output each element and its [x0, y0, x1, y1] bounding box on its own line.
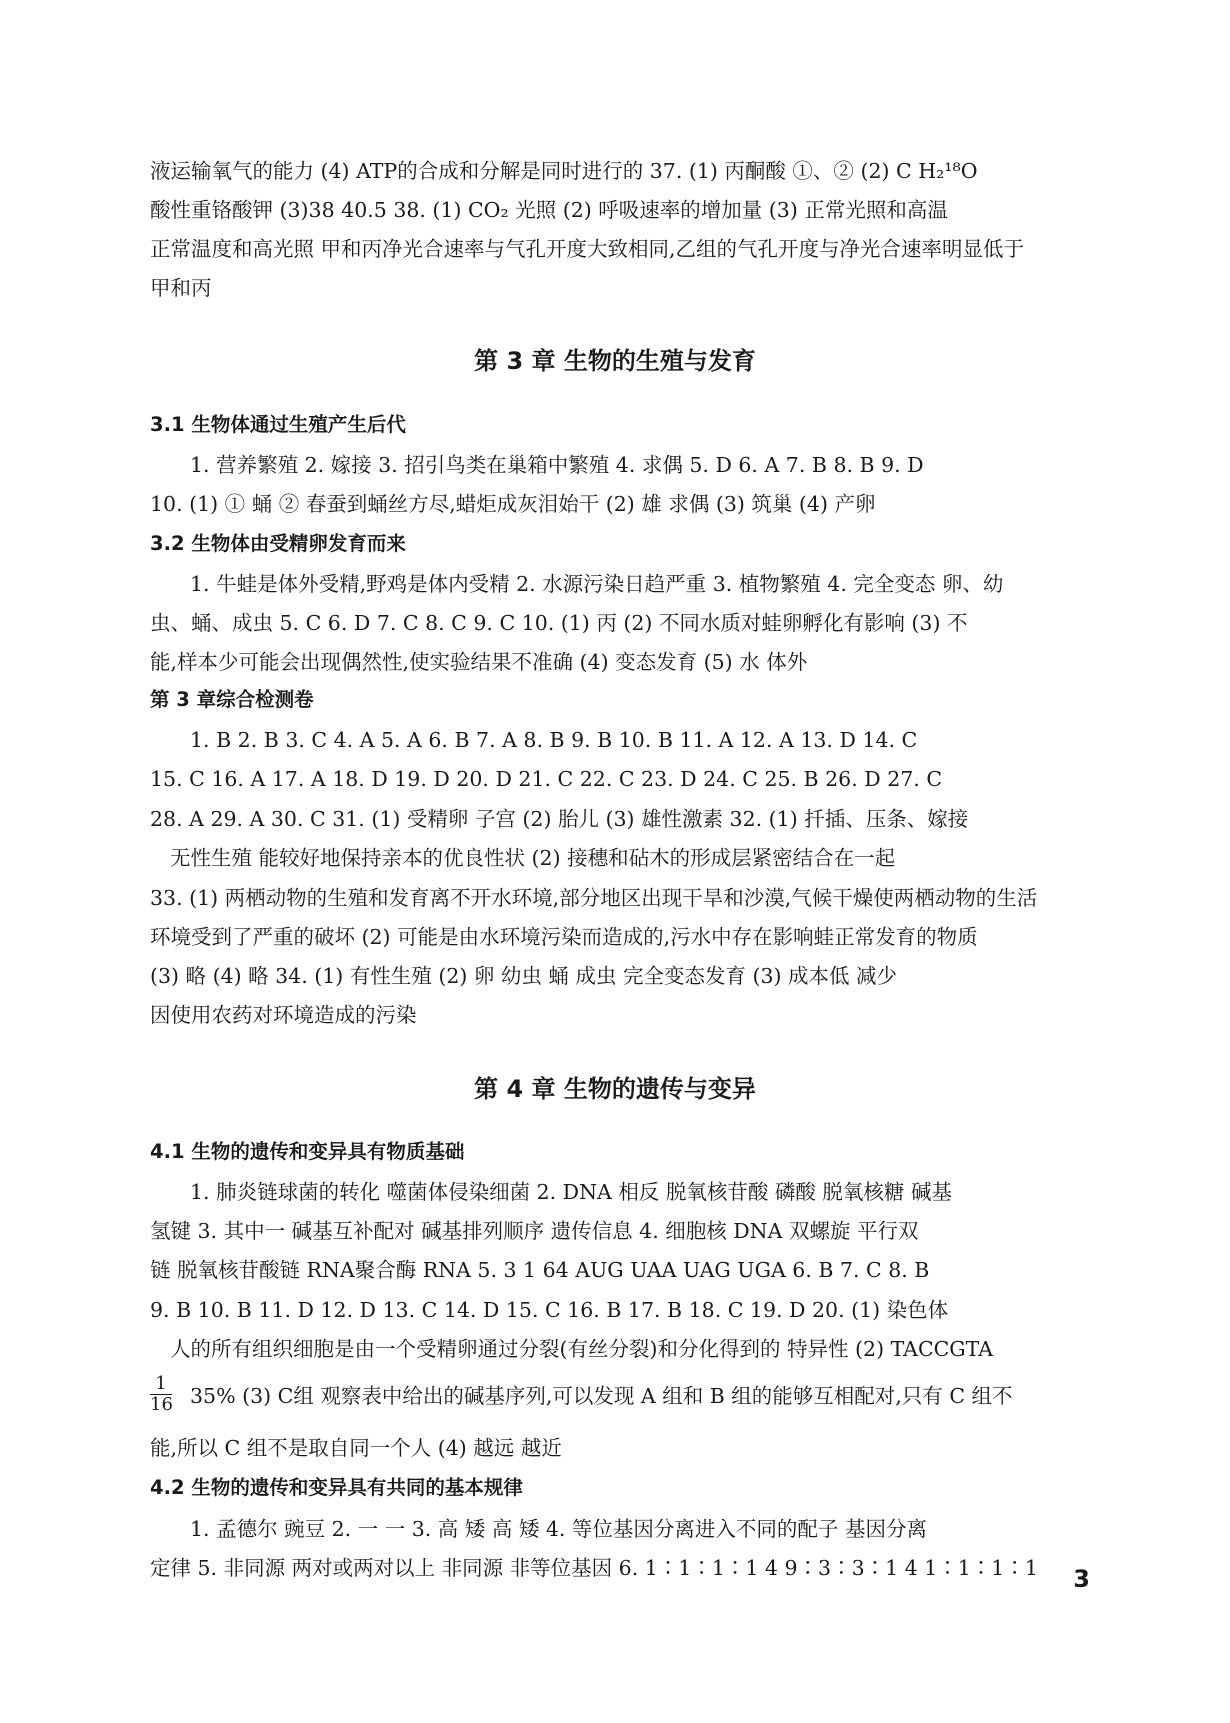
text-line: 正常温度和高光照 甲和丙净光合速率与气孔开度大致相同,乙组的气孔开度与净光合速率明显低于 — [150, 237, 1025, 261]
chapter-3-title: 第 3 章 生物的生殖与发育 — [474, 347, 756, 375]
text-line: 1. 肺炎链球菌的转化 噬菌体侵染细菌 2. DNA 相反 脱氧核苷酸 磷酸 脱氧核糖 碱基 — [190, 1180, 952, 1204]
text-line: 28. A 29. A 30. C 31. (1) 受精卵 子宫 (2) 胎儿 (3) 雄性激素 32. (1) 扦插、压条、嫁接 — [150, 807, 969, 831]
text-line: 能,所以 C 组不是取自同一个人 (4) 越远 越近 — [150, 1436, 562, 1460]
fraction-numerator: 1 — [150, 1374, 172, 1395]
text-line: 定律 5. 非同源 两对或两对以上 非同源 非等位基因 6. 1∶1∶1∶1 4 9∶3∶3∶1 4 1∶1∶1∶1 — [150, 1556, 1038, 1580]
fraction-denominator: 16 — [150, 1394, 173, 1415]
text-line: 10. (1) ① 蛹 ② 春蚕到蛹丝方尽,蜡炬成灰泪始干 (2) 雄 求偶 (3) 筑巢 (4) 产卵 — [150, 492, 876, 516]
text-line: 能,样本少可能会出现偶然性,使实验结果不准确 (4) 变态发育 (5) 水 体外 — [150, 650, 808, 674]
text-line: 35% (3) C组 观察表中给出的碱基序列,可以发现 A 组和 B 组的能够互相配对,只有 C 组不 — [190, 1384, 1013, 1408]
text-line: 1. 营养繁殖 2. 嫁接 3. 招引鸟类在巢箱中繁殖 4. 求偶 5. D 6. A 7. B 8. B 9. D — [190, 453, 924, 477]
chapter-4-title: 第 4 章 生物的遗传与变异 — [474, 1075, 756, 1103]
text-line: 虫、蛹、成虫 5. C 6. D 7. C 8. C 9. C 10. (1) 丙 (2) 不同水质对蛙卵孵化有影响 (3) 不 — [150, 611, 968, 635]
section-4-2-heading: 4.2 生物的遗传和变异具有共同的基本规律 — [150, 1476, 523, 1499]
text-line: 氢键 3. 其中一 碱基互补配对 碱基排列顺序 遗传信息 4. 细胞核 DNA 双螺旋 平行双 — [150, 1219, 919, 1243]
text-line: (3) 略 (4) 略 34. (1) 有性生殖 (2) 卵 幼虫 蛹 成虫 完全变态发育 (3) 成本低 减少 — [150, 964, 898, 988]
text-line: 酸性重铬酸钾 (3)38 40.5 38. (1) CO₂ 光照 (2) 呼吸速率的增加量 (3) 正常光照和高温 — [150, 198, 948, 222]
section-3-2-heading: 3.2 生物体由受精卵发育而来 — [150, 532, 406, 555]
section-4-1-heading: 4.1 生物的遗传和变异具有物质基础 — [150, 1140, 465, 1163]
text-line: 1. 牛蛙是体外受精,野鸡是体内受精 2. 水源污染日趋严重 3. 植物繁殖 4. 完全变态 卵、幼 — [190, 572, 1004, 596]
text-line: 液运输氧气的能力 (4) ATP的合成和分解是同时进行的 37. (1) 丙酮酸 ①、② (2) C H₂¹⁸O — [150, 159, 978, 183]
text-line: 1. 孟德尔 豌豆 2. 一 一 3. 高 矮 高 矮 4. 等位基因分离进入不同的配子 基因分离 — [190, 1517, 927, 1541]
section-3-1-heading: 3.1 生物体通过生殖产生后代 — [150, 413, 406, 436]
text-line: 因使用农药对环境造成的污染 — [150, 1003, 417, 1027]
text-line: 人的所有组织细胞是由一个受精卵通过分裂(有丝分裂)和分化得到的 特异性 (2) TACCGTA — [170, 1337, 994, 1361]
text-line: 1. B 2. B 3. C 4. A 5. A 6. B 7. A 8. B 9. B 10. B 11. A 12. A 13. D 14. C — [190, 728, 918, 752]
text-line: 环境受到了严重的破坏 (2) 可能是由水环境污染而造成的,污水中存在影响蛙正常发育的物质 — [150, 925, 978, 949]
text-line: 9. B 10. B 11. D 12. D 13. C 14. D 15. C 16. B 17. B 18. C 19. D 20. (1) 染色体 — [150, 1298, 949, 1322]
chapter-3-test-heading: 第 3 章综合检测卷 — [150, 688, 314, 711]
page-number: 3 — [1073, 1565, 1090, 1593]
text-line: 链 脱氧核苷酸链 RNA聚合酶 RNA 5. 3 1 64 AUG UAA UAG UGA 6. B 7. C 8. B — [150, 1258, 930, 1282]
text-line: 33. (1) 两栖动物的生殖和发育离不开水环境,部分地区出现干旱和沙漠,气候干燥使两栖动物的生活 — [150, 886, 1038, 910]
text-line: 15. C 16. A 17. A 18. D 19. D 20. D 21. C 22. C 23. D 24. C 25. B 26. D 27. C — [150, 767, 943, 791]
text-line: 甲和丙 — [150, 276, 212, 300]
text-line: 无性生殖 能较好地保持亲本的优良性状 (2) 接穗和砧木的形成层紧密结合在一起 — [170, 846, 896, 870]
fraction-one-sixteenth — [150, 1374, 172, 1415]
